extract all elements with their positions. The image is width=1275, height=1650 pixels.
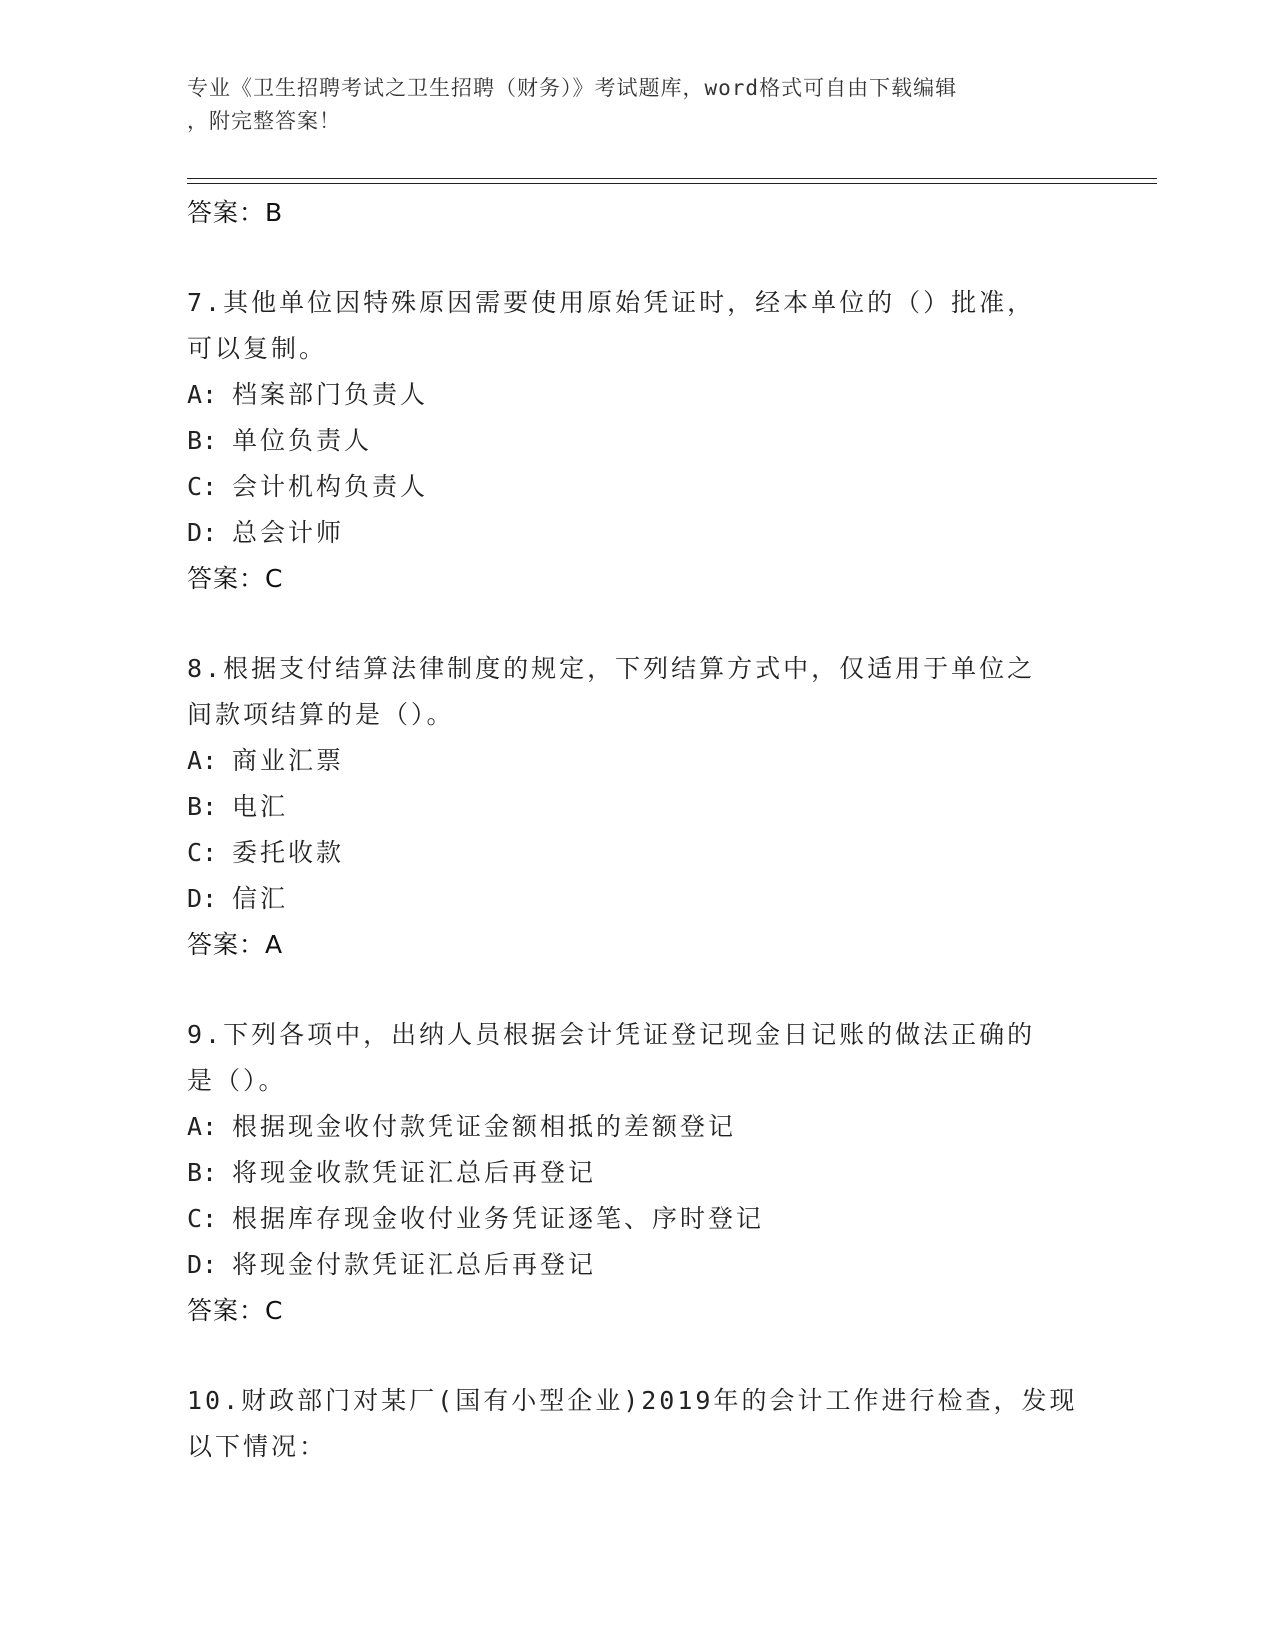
option-a xyxy=(187,372,1157,418)
option-letter: C: xyxy=(187,838,218,867)
question-line: 以下情况： xyxy=(187,1432,328,1461)
option-a xyxy=(187,738,1157,784)
option-text: 根据库存现金收付业务凭证逐笔、序时登记 xyxy=(232,1204,765,1233)
option-text: 将现金收款凭证汇总后再登记 xyxy=(232,1158,597,1187)
option-letter: A: xyxy=(187,746,218,775)
answer: 答案：C xyxy=(187,1296,284,1325)
option-text: 根据现金收付款凭证金额相抵的差额登记 xyxy=(232,1112,737,1141)
question-8 xyxy=(187,646,1157,968)
question-9 xyxy=(187,1012,1157,1334)
option-text: 单位负责人 xyxy=(232,426,373,455)
header-line-1: 专业《卫生招聘考试之卫生招聘（财务）》考试题库，word格式可自由下载编辑 xyxy=(187,76,958,100)
option-b xyxy=(187,784,1157,830)
question-line: 可以复制。 xyxy=(187,334,328,363)
question-line: 是（）。 xyxy=(187,1066,287,1095)
question-line: 9.下列各项中，出纳人员根据会计凭证登记现金日记账的做法正确的 xyxy=(187,1020,1036,1049)
option-text: 将现金付款凭证汇总后再登记 xyxy=(232,1250,597,1279)
option-letter: B: xyxy=(187,792,218,821)
option-text: 总会计师 xyxy=(232,518,345,547)
header-divider-bottom xyxy=(187,183,1157,184)
answer: 答案：A xyxy=(187,930,284,959)
option-d xyxy=(187,1242,1157,1288)
option-a xyxy=(187,1104,1157,1150)
question-text xyxy=(187,1378,1157,1470)
option-d xyxy=(187,876,1157,922)
question-10 xyxy=(187,1378,1157,1470)
option-letter: D: xyxy=(187,884,218,913)
option-letter: B: xyxy=(187,1158,218,1187)
option-text: 信汇 xyxy=(232,884,289,913)
option-text: 委托收款 xyxy=(232,838,345,867)
option-c xyxy=(187,1196,1157,1242)
option-b xyxy=(187,1150,1157,1196)
option-text: 电汇 xyxy=(232,792,289,821)
option-b xyxy=(187,418,1157,464)
document-header xyxy=(187,72,1077,138)
question-line: 7.其他单位因特殊原因需要使用原始凭证时，经本单位的（）批准， xyxy=(187,288,1036,317)
question-line: 8.根据支付结算法律制度的规定，下列结算方式中，仅适用于单位之 xyxy=(187,654,1036,683)
answer: 答案：C xyxy=(187,564,284,593)
option-letter: D: xyxy=(187,518,218,547)
option-c xyxy=(187,464,1157,510)
question-text xyxy=(187,1012,1157,1104)
option-c xyxy=(187,830,1157,876)
option-text: 档案部门负责人 xyxy=(232,380,429,409)
option-letter: A: xyxy=(187,380,218,409)
question-text xyxy=(187,646,1157,738)
previous-answer: 答案：B xyxy=(187,198,284,227)
header-divider-top xyxy=(187,178,1157,179)
question-list xyxy=(187,190,1157,1470)
question-7 xyxy=(187,280,1157,602)
header-line-2: ，附完整答案！ xyxy=(187,109,341,133)
option-letter: B: xyxy=(187,426,218,455)
question-text xyxy=(187,280,1157,372)
option-letter: D: xyxy=(187,1250,218,1279)
option-text: 会计机构负责人 xyxy=(232,472,429,501)
option-text: 商业汇票 xyxy=(232,746,345,775)
option-letter: C: xyxy=(187,472,218,501)
question-line: 10.财政部门对某厂(国有小型企业)2019年的会计工作进行检查，发现 xyxy=(187,1386,1078,1415)
option-letter: C: xyxy=(187,1204,218,1233)
option-letter: A: xyxy=(187,1112,218,1141)
option-d xyxy=(187,510,1157,556)
question-line: 间款项结算的是（）。 xyxy=(187,700,455,729)
